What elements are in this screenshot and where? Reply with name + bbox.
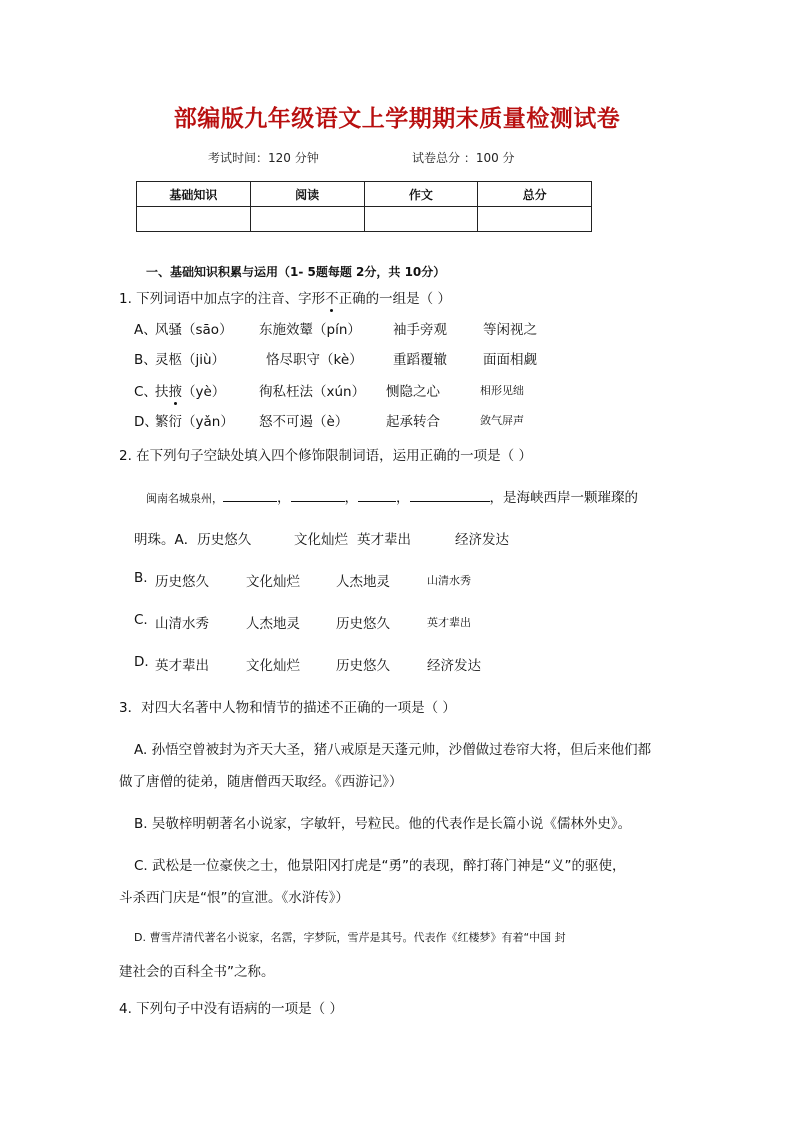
q2-stem: 2. 在下列句子空缺处填入四个修饰限制词语，运用正确的一项是（ ） [119, 448, 532, 464]
q2-option-a-word2: 文化灿烂 [294, 532, 348, 548]
q2-option-c-word3: 历史悠久 [336, 616, 390, 632]
q1-option-a-word4: 等闲视之 [483, 322, 537, 338]
score-cell-reading[interactable] [250, 207, 364, 232]
q1-option-a-word2: 东施效颦（pín） [259, 322, 361, 338]
q2-option-d-word3: 历史悠久 [336, 658, 390, 674]
q2-blank-3[interactable] [358, 489, 396, 502]
q1-option-c-word1-a: 扶 [155, 384, 169, 400]
q1-option-d-word3: 起承转合 [386, 414, 440, 430]
score-cell-composition[interactable] [364, 207, 478, 232]
score-header-composition: 作文 [364, 182, 478, 207]
q2-option-b-word4: 山清水秀 [427, 574, 471, 587]
page-title: 部编版九年级语文上学期期末质量检测试卷 [173, 105, 621, 132]
q1-option-a-word1: 风骚（sāo） [155, 322, 233, 338]
q3-option-c-line2: 斗杀西门庆是“恨”的宣泄。《水浒传》） [119, 890, 349, 906]
q1-option-d-word4: 敛气屏声 [480, 414, 524, 427]
q2-option-d-word2: 文化灿烂 [246, 658, 300, 674]
q2-option-c-label: C. [134, 612, 148, 628]
q2-option-c-word2: 人杰地灵 [246, 616, 300, 632]
q3-option-d-line1: D. 曹雪芹清代著名小说家，名霑，字梦阮，雪芹是其号。代表作《红楼梦》有着“中国 封 [134, 931, 566, 944]
q1-option-a-word3: 袖手旁观 [393, 322, 447, 338]
q1-option-b-label: B、 [134, 352, 157, 368]
total-score: 试卷总分 ：100 分 [412, 151, 515, 165]
score-table-header-row [137, 182, 592, 207]
q2-option-b-word3: 人杰地灵 [336, 574, 390, 590]
score-cell-basics[interactable] [137, 207, 251, 232]
q2-blank-4[interactable] [410, 489, 490, 502]
q1-option-a-label: A、 [134, 322, 157, 338]
q4-stem: 4. 下列句子中没有语病的一项是（ ） [119, 1001, 343, 1017]
q1-option-c-word2: 徇私枉法（xún） [259, 384, 366, 400]
q3-option-c-line1: C. 武松是一位豪侠之士，他景阳冈打虎是“勇”的表现，醉打蒋门神是“义”的驱使， [134, 858, 626, 874]
q1-stem [119, 287, 451, 307]
score-table [136, 181, 592, 232]
q1-option-b-word3: 重蹈覆辙 [393, 352, 447, 368]
q2-option-a-word3: 英才辈出 [357, 532, 411, 548]
q1-option-d-word2: 怒不可遏（è） [259, 414, 349, 430]
section-heading: 一、基础知识积累与运用（1- 5题每题 2分，共 10分） [146, 265, 446, 279]
q2-option-b-label: B. [134, 570, 148, 586]
q2-option-d-word4: 经济发达 [427, 658, 481, 674]
score-header-basics: 基础知识 [137, 182, 251, 207]
q1-option-c-word1 [155, 380, 225, 400]
q2-blank-1[interactable] [223, 489, 277, 502]
q1-stem-dot-char: 不 [325, 291, 339, 307]
q2-option-b-word2: 文化灿烂 [246, 574, 300, 590]
q3-option-d-line2: 建社会的百科全书”之称。 [119, 964, 275, 980]
q2-option-d-label: D. [134, 654, 149, 670]
q1-option-b-word4: 面面相觑 [483, 352, 537, 368]
q1-option-c-label: C、 [134, 384, 157, 400]
score-header-total: 总分 [478, 182, 592, 207]
q1-option-d-word1: 繁衍（yǎn） [155, 414, 234, 430]
q1-option-b-word2: 恪尽职守（kè） [266, 352, 363, 368]
q1-option-b-word1: 灵柩（jiù） [155, 352, 226, 368]
q2-sentence-end: ，是海峡西岸一颗璀璨的 [489, 490, 638, 506]
q1-option-d-label: D、 [134, 414, 158, 430]
q1-option-c-dot-char: 掖 [168, 384, 182, 400]
q1-stem-before: 1. 下列词语中加点字的注音、字形 [119, 291, 326, 307]
q2-sentence [146, 486, 638, 506]
q1-stem-after: 正确的一组是（ ） [338, 291, 451, 307]
q2-option-c-word4: 英才辈出 [427, 616, 471, 629]
q1-option-c-word4: 相形见绌 [480, 384, 524, 397]
q3-option-a-line1: A. 孙悟空曾被封为齐天大圣，猪八戒原是天蓬元帅，沙僧做过卷帘大将，但后来他们都 [134, 742, 652, 758]
q2-line2-start: 明珠。A．历史悠久 [134, 532, 252, 548]
q2-comma-2: ， [344, 490, 358, 506]
q3-option-a-line2: 做了唐僧的徒弟，随唐僧西天取经。《西游记》） [119, 774, 403, 790]
q3-stem: 3．对四大名著中人物和情节的描述不正确的一项是（ ） [119, 700, 456, 716]
q1-option-c-word3: 恻隐之心 [386, 384, 440, 400]
q2-sentence-start: 闽南名城泉州， [146, 492, 223, 505]
q2-option-d-word1: 英才辈出 [155, 658, 209, 674]
q3-option-b: B. 吴敬梓明朝著名小说家，字敏轩，号粒民。他的代表作是长篇小说《儒林外史》。 [134, 816, 632, 832]
score-cell-total[interactable] [478, 207, 592, 232]
q2-option-c-word1: 山清水秀 [155, 616, 209, 632]
q2-option-b-word1: 历史悠久 [155, 574, 209, 590]
q2-option-a-word4: 经济发达 [455, 532, 509, 548]
q2-blank-2[interactable] [291, 489, 345, 502]
q2-comma-3: ， [396, 490, 410, 506]
exam-time: 考试时间：120 分钟 [208, 151, 319, 165]
q1-option-c-word1-b: （yè） [182, 384, 226, 400]
score-header-reading: 阅读 [250, 182, 364, 207]
score-table-blank-row [137, 207, 592, 232]
q2-comma-1: ， [277, 490, 291, 506]
